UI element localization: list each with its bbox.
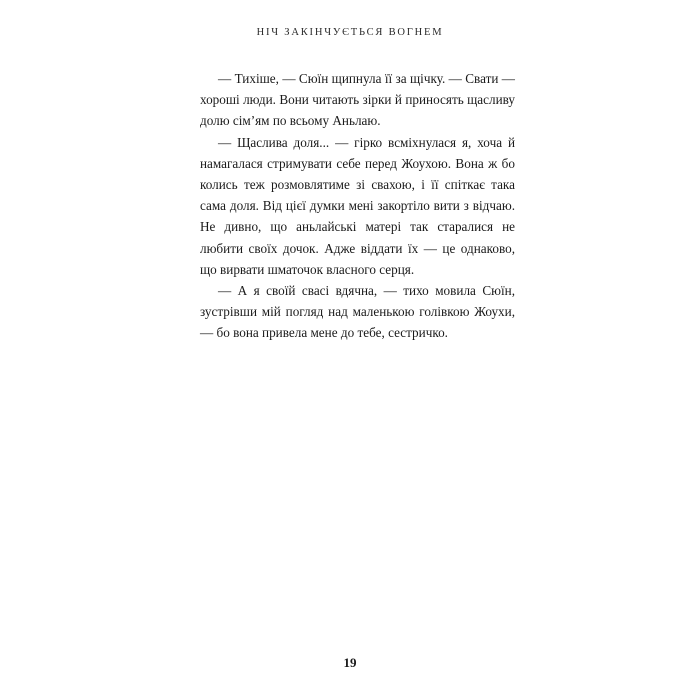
body-text: [200, 68, 515, 344]
paragraph: — А я своїй свасі вдячна, — тихо мовила Сюїн, зустрівши мій погляд над маленькою голівкою Жоухи, — бо вона привела мене до тебе, сестричко.: [200, 283, 515, 341]
paragraph: — Щаслива доля... — гірко всміхнулася я, хоча й намагалася стримувати себе перед Жоухою. Вона ж бо колись теж розмовлятиме зі свахою, і її спіткає така сама доля. Від цієї думки мені закортіло вити з відчаю. Не дивно, що аньлайські матері так старалися не любити своїх дочок. Адже віддати їх — це однаково, що вирвати шматочок власного серця.: [200, 134, 515, 277]
paragraph: — Тихіше, — Сюїн щипнула її за щічку. — Свати — хороші люди. Вони читають зірки й приносять щасливу долю сім’ям по всьому Аньлаю.: [200, 71, 515, 129]
running-head: НІЧ ЗАКІНЧУЄТЬСЯ ВОГНЕМ: [256, 27, 444, 38]
page-number: 19: [343, 655, 357, 670]
